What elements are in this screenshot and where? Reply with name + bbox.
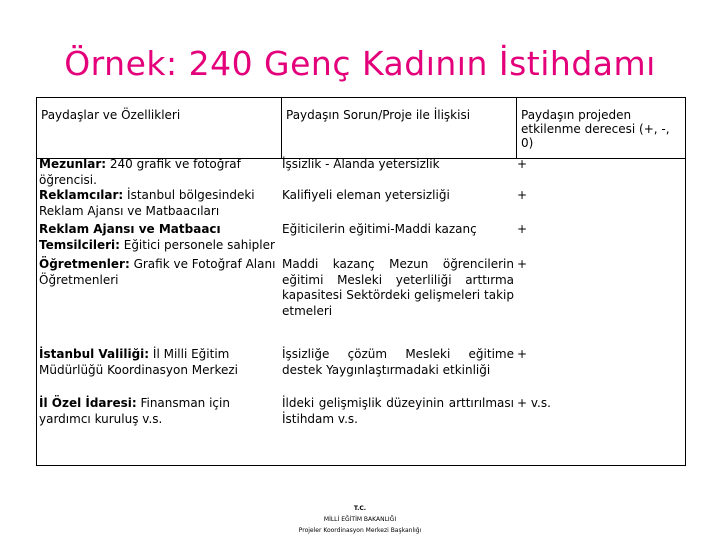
footer-department: Projeler Koordinasyon Merkezi Başkanlığı <box>298 527 422 534</box>
row-valilik-stakeholder <box>37 347 279 378</box>
row-temsilciler-effect: + <box>517 222 528 236</box>
header-stakeholders: Paydaşlar ve Özellikleri <box>37 98 282 158</box>
row-ogretmenler-relation: Maddi kazanç Mezun öğrencilerin eğitimi Mesleki yeterliliği arttırma kapasitesi Sektördeki gelişmeleri takip etmeleri <box>282 257 514 318</box>
row-reklamcilar-effect: + <box>517 188 528 202</box>
row-ozel-idare-stakeholder <box>37 396 279 427</box>
row-temsilciler-desc: Eğitici personele sahipler <box>119 237 275 252</box>
row-ogretmenler-desc: Grafik ve Fotoğraf Alanı Öğretmenleri <box>39 257 276 287</box>
row-ogretmenler-stakeholder <box>37 257 279 288</box>
row-mezunlar-label: Mezunlar: <box>39 157 107 171</box>
row-valilik-effect: + <box>517 347 528 361</box>
footer-ministry: MİLLİ EĞİTİM BAKANLIĞI <box>323 516 397 523</box>
row-temsilciler-label: Reklam Ajansı ve Matbaacı Temsilcileri: <box>39 222 221 252</box>
footer-tc: T.C. <box>353 505 367 512</box>
row-ozel-idare-desc: Finansman için yardımcı kuruluş v.s. <box>39 396 230 426</box>
row-ogretmenler-effect: + <box>517 257 528 271</box>
row-valilik-relation: İşsizliğe çözüm Mesleki eğitime destek Yaygınlaştırmadaki etkinliği <box>282 347 514 377</box>
stakeholder-table <box>36 97 686 466</box>
row-valilik-label: İstanbul Valiliği: <box>39 347 150 361</box>
row-ozel-idare-relation: İldeki gelişmişlik düzeyinin arttırılması İstihdam v.s. <box>282 396 514 426</box>
row-temsilciler-relation: Eğiticilerin eğitimi-Maddi kazanç <box>282 222 477 236</box>
row-ozel-idare-label: İl Özel İdaresi: <box>39 396 137 410</box>
row-ozel-idare-effect: + v.s. <box>517 396 551 410</box>
row-mezunlar-stakeholder <box>37 157 279 188</box>
row-reklamcilar-desc: İstanbul bölgesindeki Reklam Ajansı ve Matbaacıları <box>39 188 255 218</box>
row-reklamcilar-stakeholder <box>37 188 279 219</box>
row-reklamcilar-label: Reklamcılar: <box>39 188 124 202</box>
row-mezunlar-desc: 240 grafik ve fotoğraf öğrencisi. <box>39 157 241 187</box>
row-mezunlar-relation: İşsizlik - Alanda yetersizlik <box>282 157 440 171</box>
page-title: Örnek: 240 Genç Kadının İstihdamı <box>64 44 656 83</box>
row-mezunlar-effect: + <box>517 157 528 171</box>
row-valilik-desc: İl Milli Eğitim Müdürlüğü Koordinasyon Merkezi <box>39 347 239 377</box>
row-temsilciler-stakeholder <box>37 222 279 253</box>
header-effect: Paydaşın projeden etkilenme derecesi (+, -, 0) <box>521 108 670 150</box>
row-ogretmenler-label: Öğretmenler: <box>39 257 130 271</box>
row-reklamcilar-relation: Kalifiyeli eleman yetersizliği <box>282 188 450 202</box>
header-relation: Paydaşın Sorun/Proje ile İlişkisi <box>282 98 517 158</box>
